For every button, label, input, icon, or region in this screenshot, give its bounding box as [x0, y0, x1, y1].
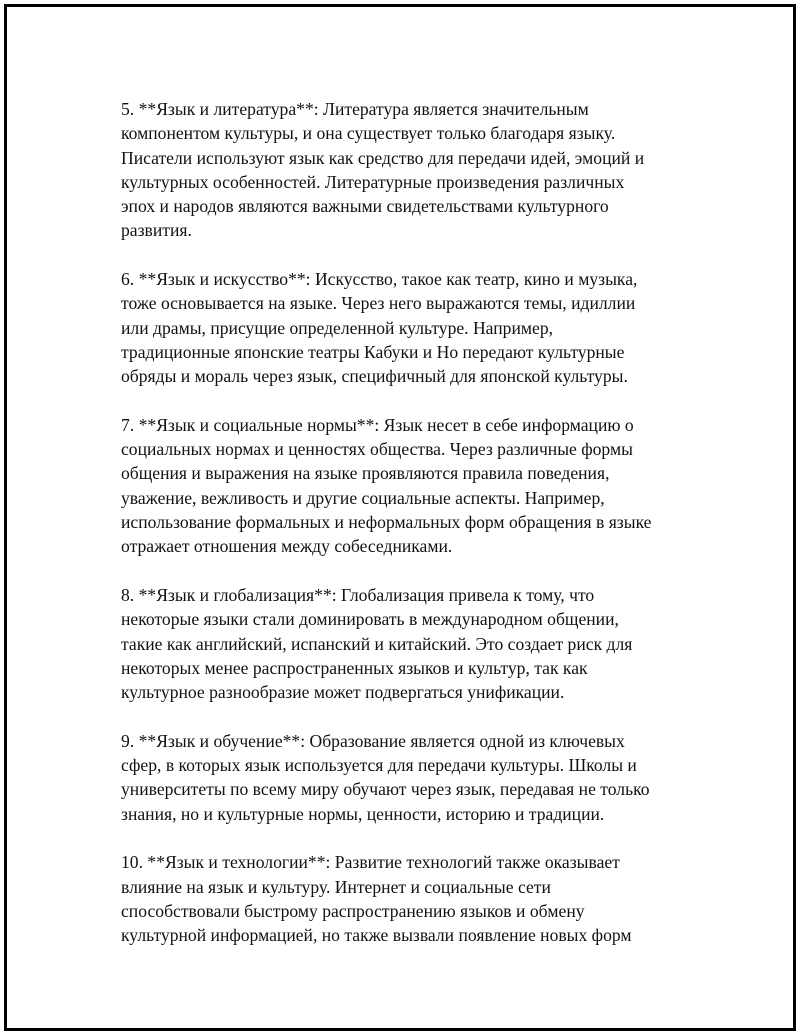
text-line: развития. — [121, 220, 192, 241]
text-line: компонентом культуры, и она существует только благодаря языку. — [121, 123, 616, 144]
document-body — [121, 97, 691, 972]
text-line: использование формальных и неформальных форм обращения в языке — [121, 512, 652, 533]
paragraph-7-language-and-social-norms — [121, 413, 691, 559]
paragraph-8-language-and-globalization — [121, 583, 691, 704]
text-line: Писатели используют язык как средство для передачи идей, эмоций и — [121, 147, 645, 168]
text-line: тоже основывается на языке. Через него выражаются темы, идиллии — [121, 293, 636, 314]
text-line: некоторых менее распространенных языков и культур, так как — [121, 657, 588, 678]
text-line: культурной информацией, но также вызвали появление новых форм — [121, 925, 632, 946]
text-line: культурное разнообразие может подвергаться унификации. — [121, 682, 565, 703]
paragraph-5-language-and-literature — [121, 97, 691, 243]
paragraph-9-language-and-education — [121, 729, 691, 826]
text-line: общения и выражения на языке проявляются правила поведения, — [121, 463, 610, 484]
page-frame — [4, 4, 796, 1031]
paragraph-10-language-and-technology — [121, 850, 691, 947]
text-line: социальных нормах и ценностях общества. Через различные формы — [121, 439, 633, 460]
text-line: эпох и народов являются важными свидетельствами культурного — [121, 196, 609, 217]
text-line: культурных особенностей. Литературные произведения различных — [121, 171, 625, 192]
text-line: обряды и мораль через язык, специфичный для японской культуры. — [121, 366, 628, 387]
paragraph-6-language-and-art — [121, 267, 691, 388]
text-line: 10. **Язык и технологии**: Развитие технологий также оказывает — [121, 852, 620, 873]
text-line: некоторые языки стали доминировать в международном общении, — [121, 609, 619, 630]
text-line: 9. **Язык и обучение**: Образование является одной из ключевых — [121, 730, 625, 751]
text-line: 8. **Язык и глобализация**: Глобализация привела к тому, что — [121, 584, 595, 605]
text-line: влияние на язык и культуру. Интернет и социальные сети — [121, 876, 551, 897]
text-line: 6. **Язык и искусство**: Искусство, такое как театр, кино и музыка, — [121, 269, 638, 290]
text-line: университеты по всему миру обучают через язык, передавая не только — [121, 779, 650, 800]
text-line: отражает отношения между собеседниками. — [121, 536, 453, 557]
text-line: 5. **Язык и литература**: Литература является значительным — [121, 99, 589, 119]
text-line: традиционные японские театры Кабуки и Но передают культурные — [121, 341, 625, 362]
text-line: или драмы, присущие определенной культуре. Например, — [121, 317, 554, 338]
text-line: сфер, в которых язык используется для передачи культуры. Школы и — [121, 755, 637, 776]
text-line: знания, но и культурные нормы, ценности, историю и традиции. — [121, 803, 605, 824]
text-line: такие как английский, испанский и китайский. Это создает риск для — [121, 633, 633, 654]
text-line: способствовали быстрому распространению языков и обмену — [121, 900, 585, 921]
text-line: уважение, вежливость и другие социальные аспекты. Например, — [121, 487, 605, 508]
text-line: 7. **Язык и социальные нормы**: Язык несет в себе информацию о — [121, 414, 634, 435]
